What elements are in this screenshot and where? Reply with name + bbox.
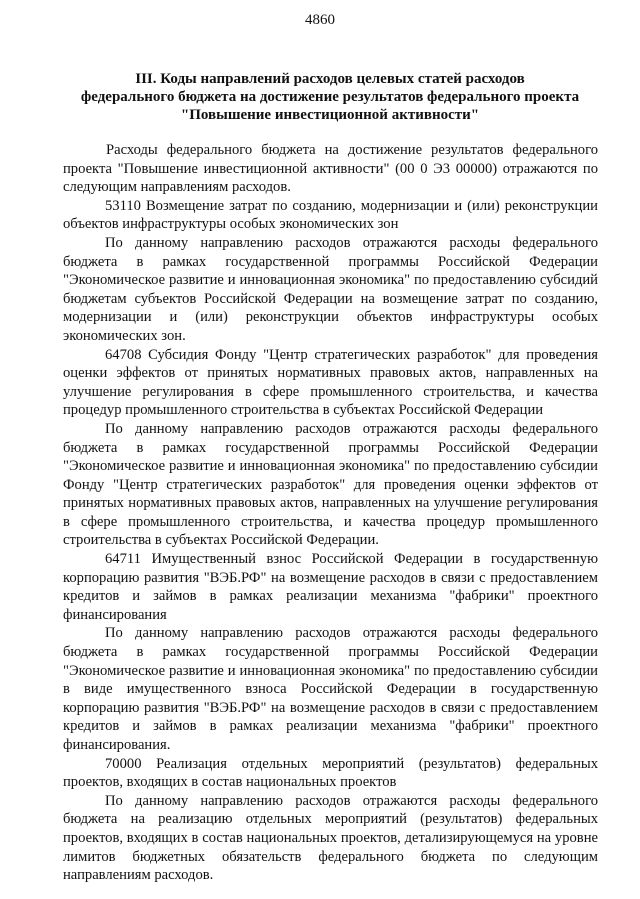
heading-line-3: "Повышение инвестиционной активности" (180, 107, 480, 123)
code-64711-description: По данному направлению расходов отражаются расходы федерального бюджета в рамках государственной программы Российской Федерации "Экономическое развитие и инновационная экономика" по предоставлению субсидии в виде имущественного взноса Российской Федерации в государственную корпорацию развития "ВЭБ.РФ" на возмещение расходов в связи с предоставлением кредитов и займов в рамках реализации механизма "фабрики" проектного финансирования. (63, 625, 598, 753)
code-64708-description: По данному направлению расходов отражаются расходы федерального бюджета в рамках государственной программы Российской Федерации "Экономическое развитие и инновационная экономика" по предоставлению субсидии Фонду "Центр стратегических разработок" для проведения оценки эффектов от принятых нормативных правовых актов, направленных на улучшение регулирования в сфере промышленного строительства, и качества процедур промышленного строительства в субъектах Российской Федерации. (63, 420, 598, 549)
heading-line-1: III. Коды направлений расходов целевых статей расходов (135, 71, 525, 87)
heading-line-2: федерального бюджета на достижение результатов федерального проекта (80, 89, 580, 105)
code-70000-description: По данному направлению расходов отражаются расходы федерального бюджета на реализацию отдельных мероприятий (результатов) федеральных проектов, входящих в состав национальных проектов, детализирующемуся на уровне лимитов бюджетных обязательств федерального бюджета по следующим направлениям расходов. (63, 792, 598, 884)
code-64711-title: 64711 Имущественный взнос Российской Федерации в государственную корпорацию развития "ВЭБ.РФ" на возмещение расходов в связи с предоставлением кредитов и займов в рамках реализации механизма "фабрики" проектного финансирования (63, 551, 598, 623)
code-70000-title: 70000 Реализация отдельных мероприятий (результатов) федеральных проектов, входящих в состав национальных проектов (63, 755, 598, 791)
code-64708-title: 64708 Субсидия Фонду "Центр стратегических разработок" для проведения оценки эффектов от принятых нормативных правовых актов, направленных на улучшение регулирования в сфере промышленного строительства, и качества процедур промышленного строительства в субъектах Российской Федерации (63, 346, 598, 419)
code-53110-title: 53110 Возмещение затрат по созданию, модернизации и (или) реконструкции объектов инфраструктуры особых экономических зон (63, 197, 598, 233)
intro-paragraph: Расходы федерального бюджета на достижение результатов федерального проекта "Повышение инвестиционной активности" (00 0 Э3 00000) отражаются по следующим направлениям расходов. (63, 142, 598, 196)
section-heading (60, 70, 600, 124)
document-body (63, 141, 598, 885)
code-53110-description: По данному направлению расходов отражаются расходы федерального бюджета в рамках государственной программы Российской Федерации "Экономическое развитие и инновационная экономика" по предоставлению субсидий бюджетам субъектов Российской Федерации на возмещение затрат по созданию, модернизации и (или) реконструкции объектов инфраструктуры особых экономических зон. (63, 234, 598, 344)
page-number: 4860 (305, 12, 335, 28)
